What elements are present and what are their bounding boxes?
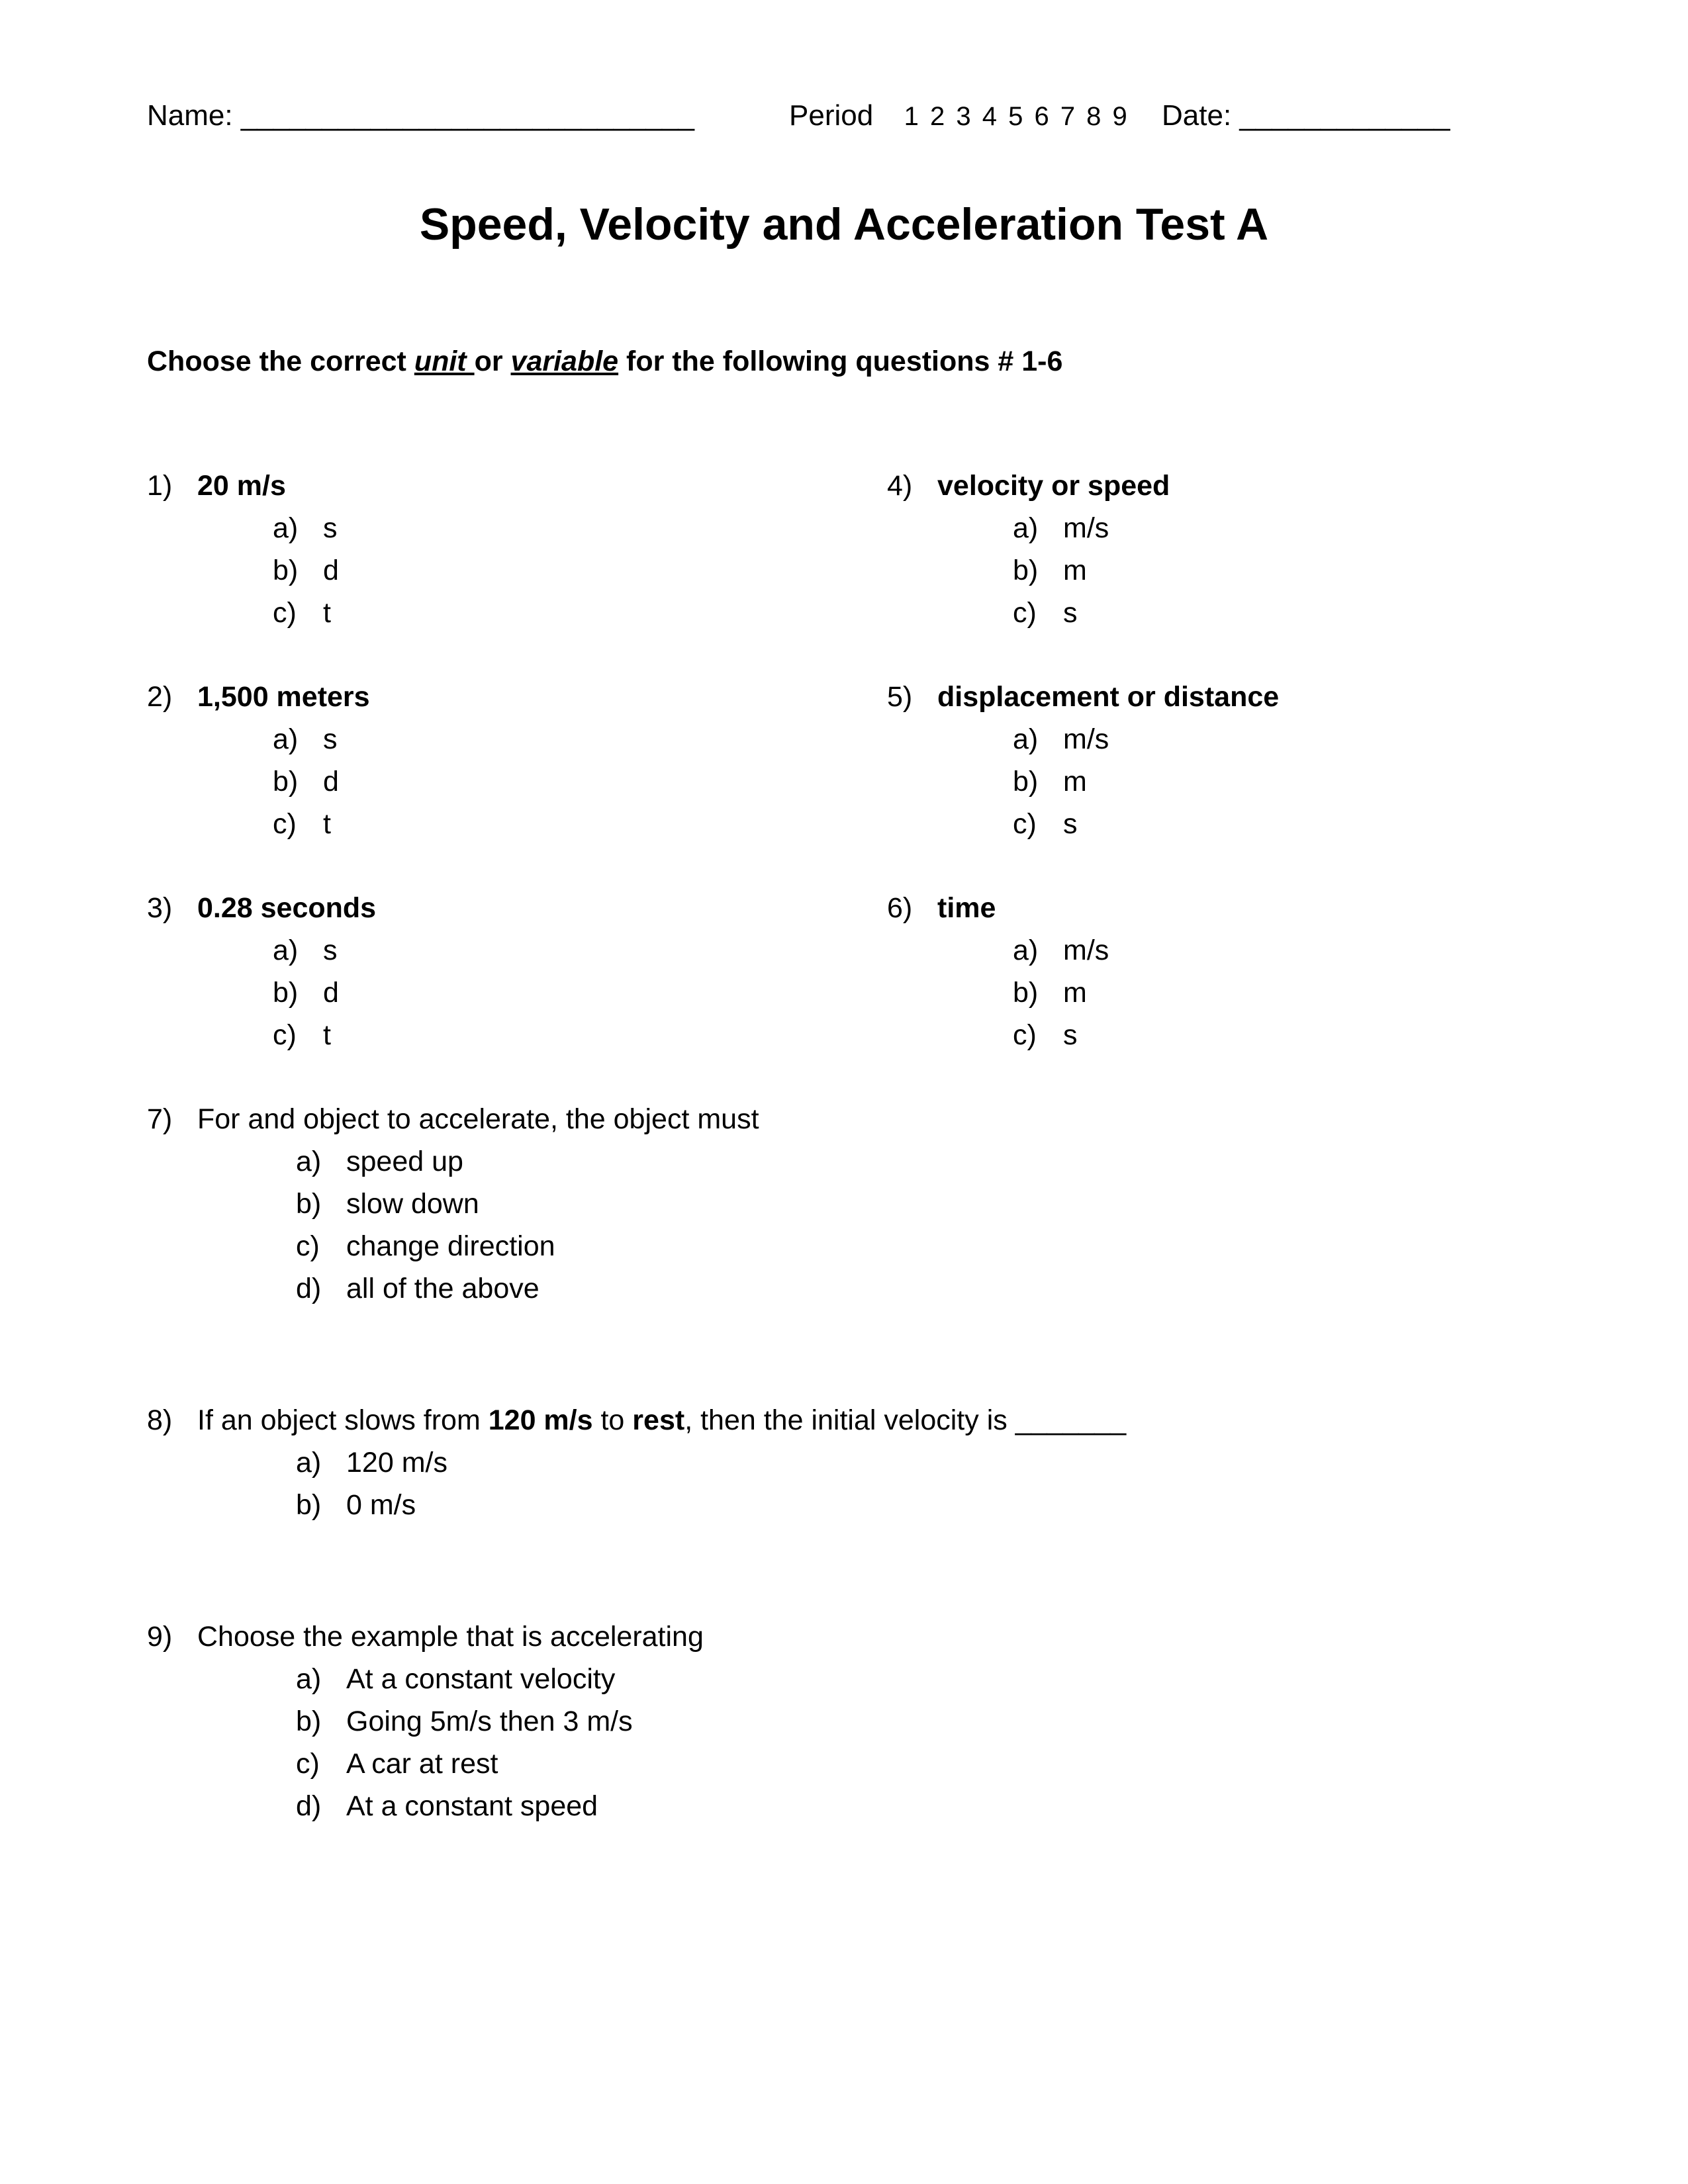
option-text: m/s <box>1063 934 1109 966</box>
option-text: slow down <box>346 1188 479 1220</box>
option-text: m <box>1063 977 1087 1009</box>
option-c[interactable] <box>1013 592 1170 634</box>
option-letter: b) <box>273 977 299 1009</box>
option-b[interactable] <box>296 1484 1126 1526</box>
option-b[interactable] <box>273 972 376 1014</box>
question-number: 3) <box>147 892 173 924</box>
option-letter: b) <box>1013 555 1039 586</box>
page-title: Speed, Velocity and Acceleration Test A <box>419 199 1269 250</box>
question-number: 7) <box>147 1103 173 1135</box>
option-text: s <box>1063 1019 1078 1051</box>
option-letter: c) <box>273 1019 297 1051</box>
date-field[interactable] <box>1162 99 1450 132</box>
option-text: At a constant speed <box>346 1790 598 1822</box>
period-label: Period <box>789 99 874 132</box>
question-stem-value: rest <box>632 1404 685 1436</box>
question-stem: 1,500 meters <box>197 681 370 713</box>
instructions-or: or <box>474 345 511 377</box>
option-letter: b) <box>1013 977 1039 1009</box>
option-letter: b) <box>1013 766 1039 797</box>
question-stem: 20 m/s <box>197 470 286 502</box>
option-text: d <box>323 555 339 586</box>
question-number: 9) <box>147 1621 173 1653</box>
name-field[interactable] <box>147 99 694 132</box>
option-text: m/s <box>1063 512 1109 544</box>
option-letter: b) <box>296 1489 322 1521</box>
option-letter: c) <box>1013 1019 1037 1051</box>
date-label: Date: <box>1162 99 1232 132</box>
question-stem: time <box>937 892 996 924</box>
question-number: 2) <box>147 681 173 713</box>
instructions <box>147 345 1062 378</box>
option-letter: b) <box>273 555 299 586</box>
option-c[interactable] <box>1013 1014 1109 1056</box>
option-b[interactable] <box>1013 972 1109 1014</box>
question-number: 8) <box>147 1404 173 1436</box>
option-text: A car at rest <box>346 1748 498 1780</box>
option-text: m <box>1063 555 1087 586</box>
question-stem-part: , then the initial velocity is <box>684 1404 1015 1436</box>
option-letter: a) <box>1013 934 1039 966</box>
question-stem-value: 120 m/s <box>488 1404 593 1436</box>
option-letter: a) <box>1013 723 1039 755</box>
option-text: m <box>1063 766 1087 797</box>
period-field <box>789 99 1127 132</box>
option-c[interactable] <box>273 1014 376 1056</box>
option-letter: c) <box>273 597 297 629</box>
option-b[interactable] <box>296 1183 759 1225</box>
date-blank[interactable]: _____________ <box>1239 99 1450 132</box>
instructions-text-1: Choose the correct <box>147 345 414 377</box>
option-text: t <box>323 808 331 840</box>
option-letter: a) <box>273 723 299 755</box>
option-letter: a) <box>273 934 299 966</box>
option-text: 120 m/s <box>346 1447 447 1479</box>
option-text: 0 m/s <box>346 1489 416 1521</box>
option-c[interactable] <box>273 592 339 634</box>
option-text: all of the above <box>346 1273 539 1304</box>
option-text: t <box>323 597 331 629</box>
question-number: 5) <box>887 681 913 713</box>
option-c[interactable] <box>273 803 370 845</box>
question-stem: 0.28 seconds <box>197 892 377 924</box>
option-letter: c) <box>273 808 297 840</box>
option-letter: d) <box>296 1790 322 1822</box>
question-5 <box>887 676 1279 845</box>
option-a[interactable] <box>296 1140 759 1183</box>
option-letter: a) <box>296 1146 322 1177</box>
option-a[interactable] <box>273 929 376 972</box>
option-letter: c) <box>1013 808 1037 840</box>
option-letter: c) <box>296 1748 320 1780</box>
period-options[interactable]: 1 2 3 4 5 6 7 8 9 <box>904 102 1127 131</box>
question-1 <box>147 465 339 634</box>
question-stem: Choose the example that is accelerating <box>197 1621 704 1653</box>
question-stem: velocity or speed <box>937 470 1170 502</box>
option-letter: d) <box>296 1273 322 1304</box>
question-stem: displacement or distance <box>937 681 1280 713</box>
option-letter: b) <box>273 766 299 797</box>
option-d[interactable] <box>296 1267 759 1310</box>
option-c[interactable] <box>296 1743 704 1785</box>
question-stem-part: If an object slows from <box>197 1404 489 1436</box>
option-text: t <box>323 1019 331 1051</box>
option-letter: a) <box>296 1663 322 1695</box>
option-b[interactable] <box>296 1700 704 1743</box>
name-label: Name: <box>147 99 233 132</box>
option-d[interactable] <box>296 1785 704 1827</box>
answer-blank[interactable]: _______ <box>1015 1404 1127 1436</box>
option-a[interactable] <box>273 507 339 549</box>
question-6 <box>887 887 1109 1056</box>
option-b[interactable] <box>273 760 370 803</box>
option-letter: a) <box>273 512 299 544</box>
question-number: 1) <box>147 470 173 502</box>
option-a[interactable] <box>1013 507 1170 549</box>
option-text: s <box>323 934 338 966</box>
option-text: Going 5m/s then 3 m/s <box>346 1706 633 1737</box>
option-c[interactable] <box>296 1225 759 1267</box>
question-number: 4) <box>887 470 913 502</box>
option-a[interactable] <box>1013 718 1279 760</box>
instructions-variable: variable <box>510 345 619 377</box>
option-letter: b) <box>296 1706 322 1737</box>
option-text: d <box>323 766 339 797</box>
option-b[interactable] <box>273 549 339 592</box>
option-text: change direction <box>346 1230 555 1262</box>
question-stem-part: to <box>592 1404 633 1436</box>
option-text: At a constant velocity <box>346 1663 616 1695</box>
question-9 <box>147 1615 704 1827</box>
question-4 <box>887 465 1170 634</box>
option-text: s <box>1063 808 1078 840</box>
option-letter: a) <box>296 1447 322 1479</box>
option-a[interactable] <box>273 718 370 760</box>
question-3 <box>147 887 376 1056</box>
option-letter: c) <box>1013 597 1037 629</box>
option-text: d <box>323 977 339 1009</box>
option-text: s <box>323 723 338 755</box>
name-blank[interactable]: ____________________________ <box>240 99 695 132</box>
option-text: speed up <box>346 1146 463 1177</box>
option-letter: a) <box>1013 512 1039 544</box>
option-text: m/s <box>1063 723 1109 755</box>
question-2 <box>147 676 370 845</box>
option-letter: c) <box>296 1230 320 1262</box>
question-8 <box>147 1399 1126 1526</box>
option-text: s <box>1063 597 1078 629</box>
option-b[interactable] <box>1013 549 1170 592</box>
option-a[interactable] <box>1013 929 1109 972</box>
option-b[interactable] <box>1013 760 1279 803</box>
option-text: s <box>323 512 338 544</box>
option-a[interactable] <box>296 1441 1126 1484</box>
option-c[interactable] <box>1013 803 1279 845</box>
option-letter: b) <box>296 1188 322 1220</box>
question-stem: For and object to accelerate, the object must <box>197 1103 759 1135</box>
instructions-text-2: for the following questions # 1-6 <box>618 345 1063 377</box>
question-7 <box>147 1098 759 1310</box>
instructions-unit: unit <box>414 345 475 377</box>
option-a[interactable] <box>296 1658 704 1700</box>
question-number: 6) <box>887 892 913 924</box>
